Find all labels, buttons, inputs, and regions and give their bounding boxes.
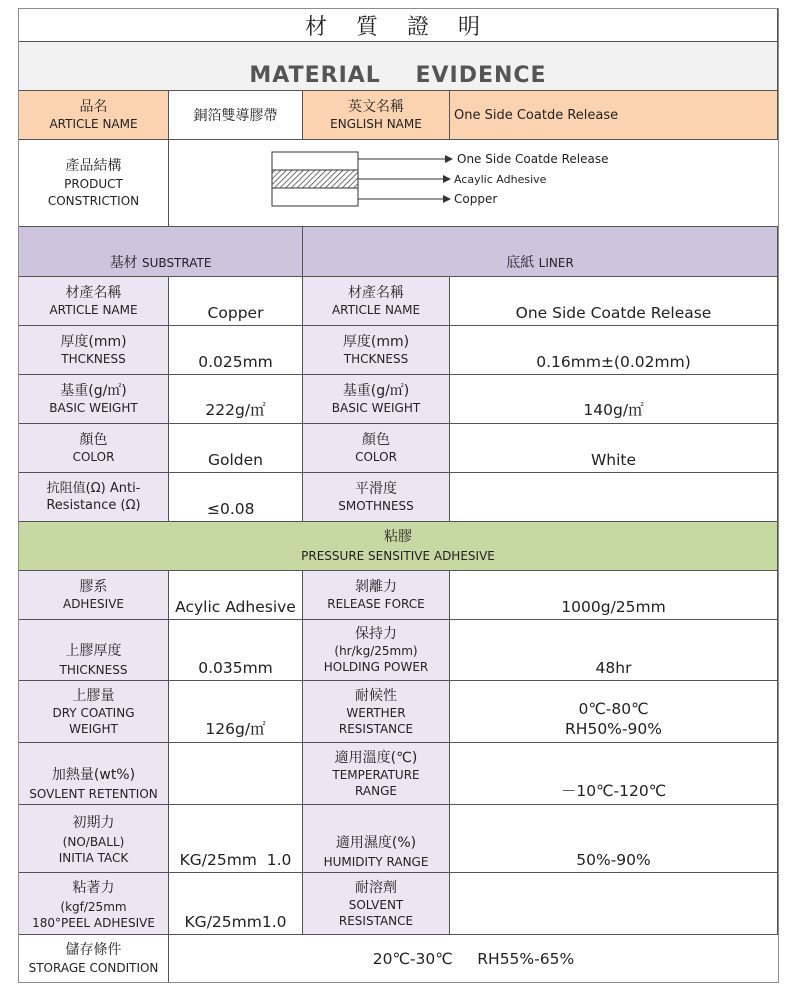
substrate-article-value	[169, 277, 303, 326]
value-text: Acylic Adhesive	[175, 598, 296, 616]
coating-thickness-label	[19, 620, 169, 681]
article-name-value	[169, 91, 303, 140]
value-text: 126g/㎡	[205, 720, 266, 738]
label-en: ARTICLE NAME	[331, 303, 421, 317]
holding-power-label	[303, 620, 450, 681]
humidity-range-value	[450, 805, 778, 873]
release-force-value	[450, 571, 778, 620]
label-en: SOVLENT RETENTION	[29, 787, 158, 801]
label-zh: 顏色	[362, 432, 390, 448]
value-text: 50%-90%	[576, 851, 651, 869]
label-en: THICKNESS	[59, 663, 128, 677]
label-zh: 抗阻值(Ω) Anti-	[46, 481, 141, 496]
initial-tack-label	[19, 805, 169, 873]
liner-weight-value	[450, 375, 778, 424]
weather-resistance-label	[303, 681, 450, 743]
label-zh: 基重(g/㎡)	[60, 383, 127, 399]
english-name-label	[303, 91, 450, 140]
substrate-resistance-label	[19, 473, 169, 522]
value-text: 銅箔雙導膠帶	[193, 108, 278, 124]
label-zh: 耐候性	[355, 687, 397, 704]
liner-smoothness-label	[303, 473, 450, 522]
label-zh: 品名	[79, 99, 108, 115]
label-en: SOLVENT	[348, 897, 404, 912]
value-text: KG/25mm1.0	[184, 913, 287, 931]
label-zh: 粘著力	[72, 879, 115, 896]
label-en: STORAGE CONDITION	[28, 961, 159, 975]
weather-resistance-value	[450, 681, 778, 743]
substrate-thickness-label	[19, 326, 169, 375]
label-en: RANGE	[355, 783, 397, 798]
label-en: HOLDING POWER	[323, 660, 429, 674]
label-zh: 初期力	[72, 814, 115, 831]
value-text: 140g/㎡	[583, 401, 644, 419]
header-zh: 底紙	[506, 255, 535, 271]
temperature-range-value	[450, 743, 778, 805]
layer-label: One Side Coatde Release	[457, 152, 609, 166]
liner-thickness-label	[303, 326, 450, 375]
label-en: DRY COATING	[52, 705, 135, 720]
label-zh: 英文名稱	[348, 99, 404, 115]
solvent-resistance-label	[303, 873, 450, 935]
substrate-weight-value	[169, 375, 303, 424]
liner-smoothness-value	[450, 473, 778, 522]
liner-weight-label	[303, 375, 450, 424]
label-en: TEMPERATURE	[332, 767, 420, 782]
header-zh: 粘膠	[384, 529, 412, 545]
header-en: SUBSTRATE	[142, 256, 212, 270]
coating-thickness-value	[169, 620, 303, 681]
substrate-header	[19, 227, 303, 277]
layer-diagram	[169, 140, 778, 226]
label-en: ARTICLE NAME	[49, 117, 138, 131]
label-zh: 儲存條件	[65, 942, 122, 958]
substrate-thickness-value	[169, 326, 303, 375]
label-zh: 平滑度	[355, 481, 397, 497]
value-text: 222g/㎡	[205, 401, 266, 419]
liner-article-value	[450, 277, 778, 326]
substrate-color-label	[19, 424, 169, 473]
arrow-icon	[443, 175, 451, 183]
substrate-color-value	[169, 424, 303, 473]
label-zh: 厚度(mm)	[342, 334, 410, 350]
header-text	[506, 252, 574, 272]
humidity-range-label	[303, 805, 450, 873]
release-force-label	[303, 571, 450, 620]
label-zh: 基重(g/㎡)	[342, 383, 410, 399]
label-zh: 適用濕度(%)	[335, 835, 417, 851]
label-sub: (hr/kg/25mm)	[334, 644, 418, 658]
label-zh: 上膠量	[72, 687, 115, 704]
label-en: ENGLISH NAME	[330, 117, 422, 131]
label-zh: 剝離力	[355, 579, 397, 595]
construction-diagram-cell	[169, 140, 778, 227]
peel-adhesion-label	[19, 873, 169, 935]
substrate-weight-label	[19, 375, 169, 424]
label-en: RELEASE FORCE	[327, 597, 425, 611]
layer-label: Copper	[454, 192, 498, 206]
value-text: 0.025mm	[198, 353, 273, 371]
label-en: COLOR	[355, 450, 397, 464]
english-name-value	[450, 91, 778, 140]
substrate-resistance-value	[169, 473, 303, 522]
solvent-resistance-value	[450, 873, 778, 935]
value-text: 20℃-30℃ RH55%-65%	[372, 949, 575, 968]
label-en: WERTHER	[346, 705, 406, 720]
layer-copper	[272, 188, 358, 206]
label-en: PRODUCT	[64, 177, 123, 191]
title-en-text: MATERIAL EVIDENCE	[249, 63, 547, 88]
layer-adhesive	[272, 170, 358, 188]
header-text	[110, 252, 212, 272]
title-zh-text: 材 質 證 明	[305, 14, 491, 40]
label-en: BASIC WEIGHT	[49, 401, 138, 415]
value-text: 0.035mm	[198, 659, 273, 677]
value-text: One Side Coatde Release	[454, 107, 619, 123]
header-en: LINER	[538, 256, 574, 270]
label-en: CONSTRICTION	[47, 194, 140, 208]
value-text: White	[590, 451, 637, 469]
label-en: HUMIDITY RANGE	[323, 855, 429, 869]
storage-condition-label	[19, 935, 169, 982]
value-text: －10℃-120℃	[560, 782, 667, 800]
label-en: THCKNESS	[61, 352, 126, 366]
label-en: RESISTANCE	[338, 913, 414, 928]
label-zh: 顏色	[79, 432, 108, 448]
label-zh: 材產名稱	[65, 285, 122, 301]
value-text: RH50%-90%	[565, 720, 662, 738]
solvent-retention-label	[19, 743, 169, 805]
dry-coating-weight-label	[19, 681, 169, 743]
value-text: 0℃-80℃	[578, 700, 649, 718]
initial-tack-value	[169, 805, 303, 873]
adhesive-header	[19, 522, 778, 571]
value-text: 0.16mm±(0.02mm)	[536, 353, 691, 371]
label-en: INITIA TACK	[58, 850, 129, 865]
label-sub: (NO/BALL)	[62, 834, 125, 849]
label-en: 180°PEEL ADHESIVE	[32, 915, 155, 930]
liner-header	[303, 227, 778, 277]
adhesive-type-label	[19, 571, 169, 620]
label-zh: 耐溶劑	[355, 879, 397, 896]
header-en: PRESSURE SENSITIVE ADHESIVE	[301, 549, 495, 563]
solvent-retention-value	[169, 743, 303, 805]
value-text: Copper	[207, 304, 264, 322]
label-en: THCKNESS	[343, 352, 409, 366]
article-name-label	[19, 91, 169, 140]
label-en: Resistance (Ω)	[46, 498, 141, 513]
label-en: RESISTANCE	[338, 721, 414, 736]
storage-condition-value	[169, 935, 778, 982]
label-zh: 產品結構	[65, 158, 122, 174]
liner-thickness-value	[450, 326, 778, 375]
layer-release	[272, 152, 358, 170]
layer-label: Acaylic Adhesive	[454, 173, 547, 186]
arrow-icon	[445, 155, 453, 163]
value-text: ≤0.08	[207, 500, 255, 518]
label-en: SMOTHNESS	[338, 499, 414, 513]
label-zh: 上膠厚度	[65, 643, 122, 659]
label-zh: 加熱量(wt%)	[51, 767, 136, 783]
label-zh: 厚度(mm)	[60, 334, 127, 350]
header-zh: 基材	[109, 255, 138, 271]
adhesive-type-value	[169, 571, 303, 620]
peel-adhesion-value	[169, 873, 303, 935]
label-en: BASIC WEIGHT	[331, 401, 421, 415]
liner-article-label	[303, 277, 450, 326]
label-zh: 保持力	[355, 626, 397, 642]
label-sub: (kgf/25mm	[60, 899, 127, 914]
label-en: ARTICLE NAME	[49, 303, 138, 317]
label-en: WEIGHT	[69, 721, 118, 736]
value-text: KG/25mm 1.0	[179, 851, 292, 869]
title-zh	[19, 9, 778, 42]
liner-color-value	[450, 424, 778, 473]
dry-coating-weight-value	[169, 681, 303, 743]
label-zh: 膠系	[79, 579, 108, 595]
value-text: One Side Coatde Release	[515, 304, 712, 322]
title-en	[19, 42, 778, 91]
value-text: 48hr	[595, 659, 632, 677]
label-en: COLOR	[72, 450, 115, 464]
temperature-range-label	[303, 743, 450, 805]
value-text: 1000g/25mm	[561, 598, 666, 616]
label-zh: 材產名稱	[348, 285, 404, 301]
label-zh: 適用溫度(℃)	[334, 749, 418, 766]
liner-color-label	[303, 424, 450, 473]
value-text: Golden	[208, 451, 263, 469]
holding-power-value	[450, 620, 778, 681]
product-construction-label	[19, 140, 169, 227]
arrow-icon	[443, 195, 451, 203]
material-evidence-sheet	[18, 8, 779, 983]
label-en: ADHESIVE	[62, 597, 124, 611]
substrate-article-label	[19, 277, 169, 326]
